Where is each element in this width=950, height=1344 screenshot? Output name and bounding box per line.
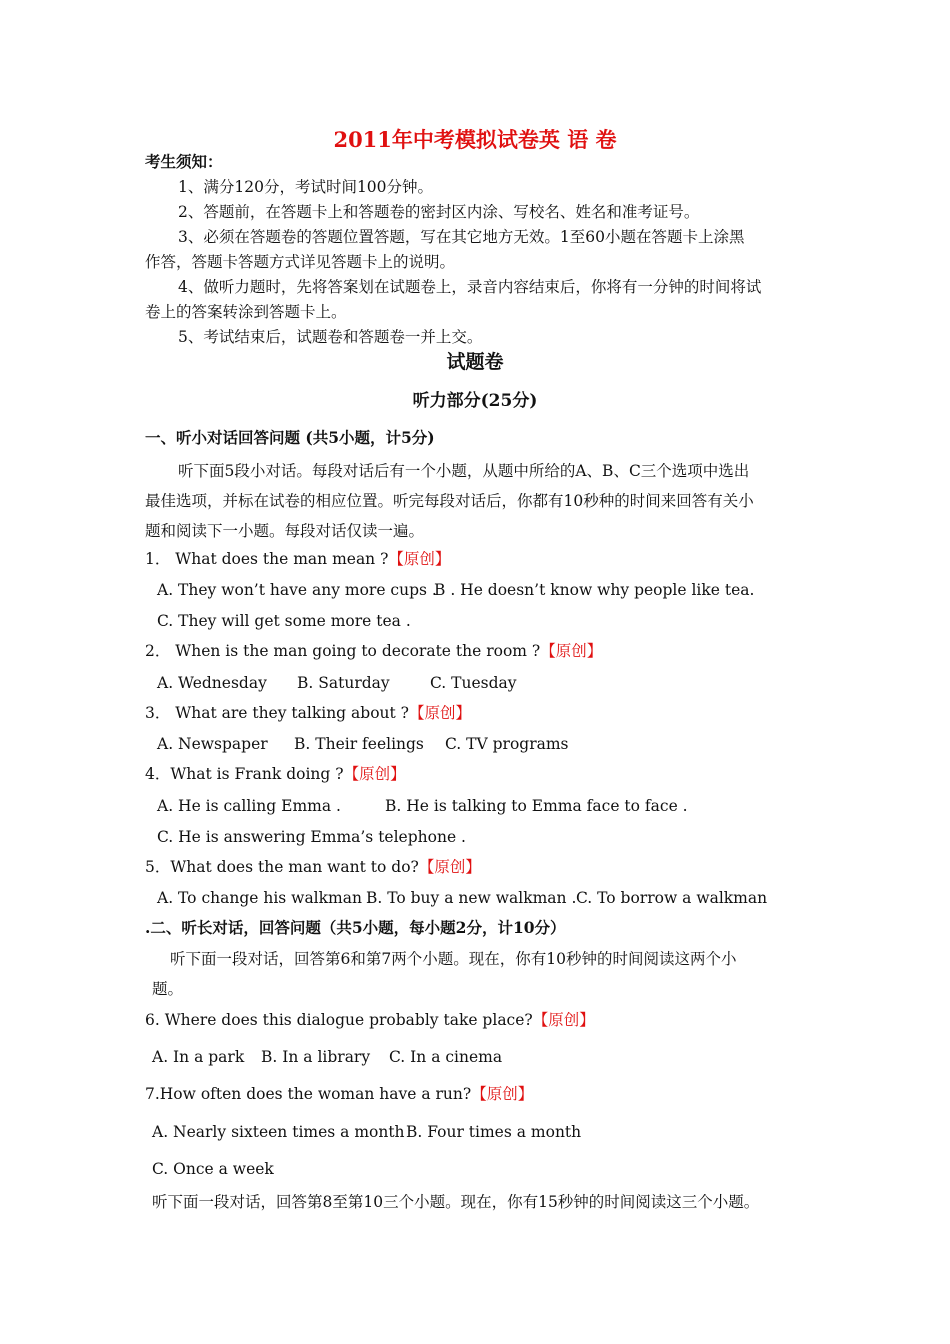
question-text: 3． What are they talking about ? bbox=[145, 704, 409, 722]
option-c: C. They will get some more tea . bbox=[157, 612, 411, 630]
page-title: 2011年中考模拟试卷英 语 卷 bbox=[333, 127, 617, 152]
option-b: B. To buy a new walkman . bbox=[366, 889, 577, 907]
question-text: 4．What is Frank doing ? bbox=[145, 765, 344, 783]
option-b: B . He doesn’t know why people like tea. bbox=[434, 581, 755, 599]
notice-item: 1、满分120分，考试时间100分钟。 bbox=[178, 178, 434, 196]
question-text: 2． When is the man going to decorate the room ? bbox=[145, 642, 541, 660]
question-4 bbox=[145, 764, 406, 784]
option-b: B. Their feelings bbox=[294, 735, 424, 753]
question-text: 6. Where does this dialogue probably take place? bbox=[145, 1011, 533, 1029]
notice-item: 卷上的答案转涂到答题卡上。 bbox=[145, 303, 347, 321]
notice-heading: 考生须知： bbox=[145, 152, 223, 171]
notice-item: 作答，答题卡答题方式详见答题卡上的说明。 bbox=[145, 253, 456, 271]
original-tag: 【原创】 bbox=[532, 1011, 595, 1029]
notice-item: 5、考试结束后，试题卷和答题卷一并上交。 bbox=[178, 328, 483, 346]
question-text: 5．What does the man want to do? bbox=[145, 858, 419, 876]
original-tag: 【原创】 bbox=[540, 642, 603, 660]
part2-heading: .二、听长对话，回答问题（共5小题，每小题2分，计10分） bbox=[145, 918, 566, 937]
question-7 bbox=[145, 1084, 533, 1104]
option-b: B. He is talking to Emma face to face . bbox=[385, 797, 688, 815]
original-tag: 【原创】 bbox=[408, 704, 471, 722]
original-tag: 【原创】 bbox=[388, 550, 451, 568]
part1-heading: 一、听小对话回答问题 (共5小题，计5分) bbox=[145, 428, 435, 447]
notice-item: 3、必须在答题卷的答题位置答题，写在其它地方无效。1至60小题在答题卡上涂黑 bbox=[178, 228, 745, 246]
instruction-line: 听下面一段对话，回答第8至第10三个小题。现在，你有15秒钟的时间阅读这三个小题。 bbox=[152, 1193, 760, 1211]
instruction-line: 听下面5段小对话。每段对话后有一个小题，从题中所给的A、B、C三个选项中选出 bbox=[178, 462, 750, 480]
paper-heading: 试题卷 bbox=[446, 351, 504, 373]
question-2 bbox=[145, 641, 602, 661]
option-b: B. In a library bbox=[261, 1048, 371, 1066]
option-c: C. Tuesday bbox=[430, 674, 517, 692]
option-a: A. In a park bbox=[152, 1048, 245, 1066]
notice-item: 4、做听力题时，先将答案划在试题卷上，录音内容结束后，你将有一分钟的时间将试 bbox=[178, 278, 762, 296]
question-5 bbox=[145, 857, 481, 877]
question-text: 7.How often does the woman have a run? bbox=[145, 1085, 472, 1103]
question-3 bbox=[145, 703, 471, 723]
option-a: A. Wednesday bbox=[157, 674, 267, 692]
option-b: B. Four times a month bbox=[406, 1123, 582, 1141]
original-tag: 【原创】 bbox=[343, 765, 406, 783]
option-c: C. In a cinema bbox=[389, 1048, 503, 1066]
option-a: A. To change his walkman . bbox=[157, 889, 372, 907]
listening-heading: 听力部分(25分) bbox=[412, 391, 538, 411]
option-b: B. Saturday bbox=[297, 674, 390, 692]
option-a: A. Newspaper bbox=[157, 735, 268, 753]
question-6 bbox=[145, 1010, 595, 1030]
option-c: C. He is answering Emma’s telephone . bbox=[157, 828, 466, 846]
original-tag: 【原创】 bbox=[471, 1085, 534, 1103]
instruction-line: 最佳选项，并标在试卷的相应位置。听完每段对话后，你都有10秒种的时间来回答有关小 bbox=[145, 492, 754, 510]
option-c: C. To borrow a walkman bbox=[576, 889, 768, 907]
original-tag: 【原创】 bbox=[418, 858, 481, 876]
notice-item: 2、答题前，在答题卡上和答题卷的密封区内涂、写校名、姓名和准考证号。 bbox=[178, 203, 700, 221]
question-text: 1． What does the man mean ? bbox=[145, 550, 389, 568]
option-a: A. They won’t have any more cups . bbox=[157, 581, 437, 599]
instruction-line: 题和阅读下一小题。每段对话仅读一遍。 bbox=[145, 522, 425, 540]
instruction-line: 听下面一段对话，回答第6和第7两个小题。现在，你有10秒钟的时间阅读这两个小 bbox=[170, 950, 737, 968]
option-c: C. Once a week bbox=[152, 1160, 274, 1178]
option-c: C. TV programs bbox=[445, 735, 569, 753]
option-a: A. He is calling Emma . bbox=[157, 797, 341, 815]
option-a: A. Nearly sixteen times a month bbox=[152, 1123, 405, 1141]
question-1 bbox=[145, 549, 450, 569]
instruction-line: 题。 bbox=[152, 980, 184, 998]
